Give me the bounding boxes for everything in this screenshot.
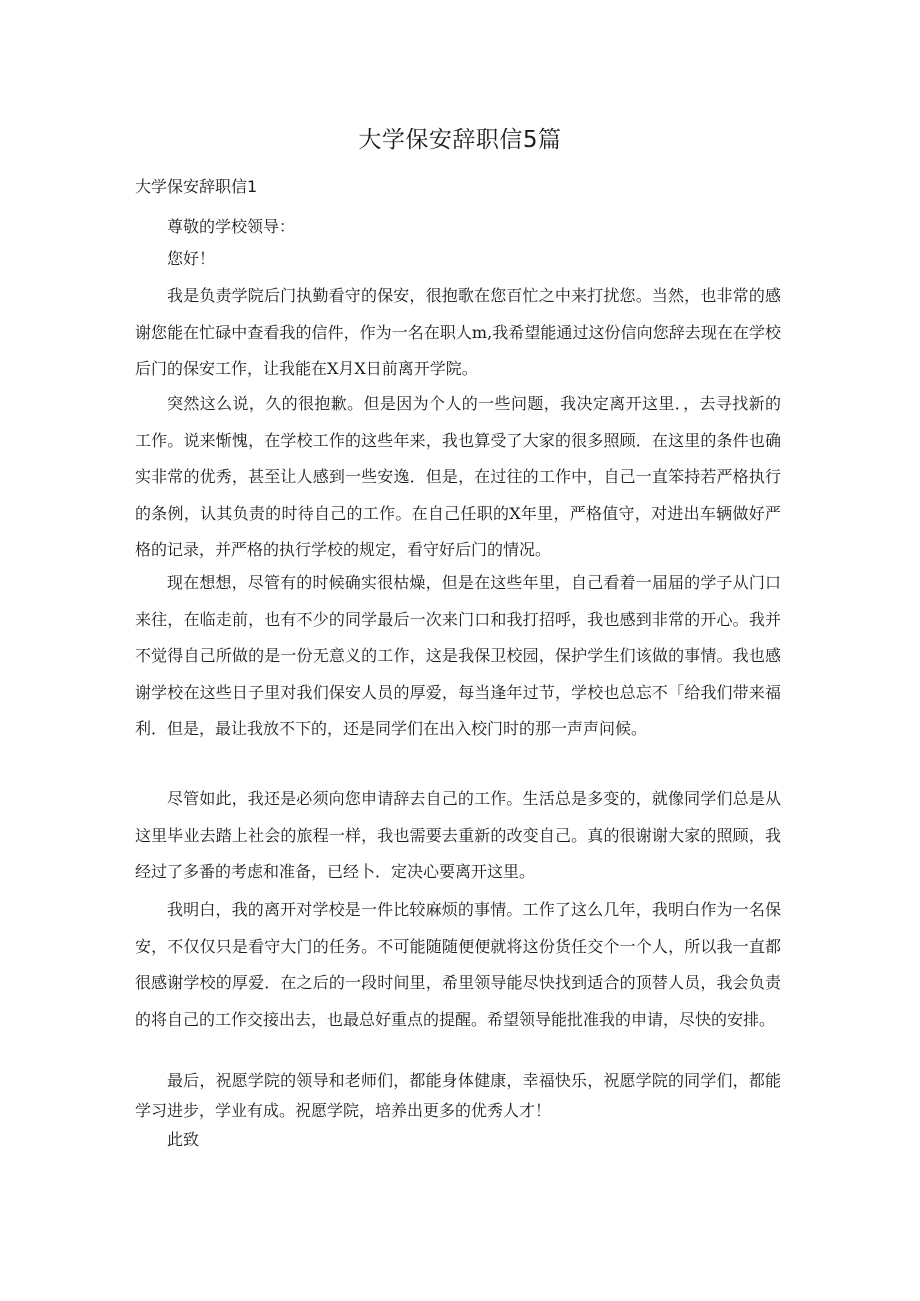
paragraph-5: 我明白，我的离开对学校是一件比较麻烦的事情。工作了这么几年，我明白作为一名保安，不仅仅只是看守大门的任务。不可能随随便便就将这份货任交个一个人，所以我一直都很感谢学校的厚爱．在之后的一段时间里，希里领导能尽快找到适合的顶替人员，我会负责的将自己的工作交接出去，也最总好重点的提醒。希望领导能批准我的申请，尽快的安排。 xyxy=(135,900,781,1029)
paragraph-3: 现在想想，尽管有的时候确实很枯燥，但是在这些年里，自己看着一届届的学子从门口来往，在临走前，也有不少的同学最后一次来门口和我打招呼，我也感到非常的开心。我并不觉得自己所做的是一份无意义的工作，这是我保卫校园，保护学生们该做的事情。我也感谢学校在这些日子里对我们保安人员的厚爱，每当逢年过节，学校也总忘不「给我们带来福利．但是，最让我放不下的，还是同学们在出入校门时的那一声声问候。 xyxy=(135,573,781,738)
paragraph-1: 我是负责学院后门执勤看守的保安，很抱歌在您百忙之中来打扰您。当然，也非常的感谢您能在忙碌中查看我的信件，作为一名在职人m,我希望能通过这份信向您辞去现在在学校后门的保安工作，让我能在X月X日前离开学院。 xyxy=(135,286,781,378)
paragraph-4: 尽管如此，我还是必须向您申请辞去自己的工作。生活总是多变的，就像同学们总是从这里毕业去踏上社会的旅程一样，我也需要去重新的改变自己。真的很谢谢大家的照顾，我经过了多番的考虑和准备，已经卜．定决心要离开这里。 xyxy=(135,789,781,881)
paragraph-2: 突然这么说，久的很抱歉。但是因为个人的一些问题，我决定离开这里．，去寻找新的工作。说来惭愧，在学校工作的这些年来，我也算受了大家的很多照顾．在这里的条件也确实非常的优秀，甚至让人感到一些安逸．但是，在过往的工作中，自己一直笨持若严格执行的条例，认其负责的时待自己的工作。在自己任职的X年里，严格值守，对进出车辆做好严格的记录，并严格的执行学校的规定，看守好后门的情况。 xyxy=(135,394,781,559)
closing: 此致 xyxy=(167,1130,200,1149)
letter-subtitle: 大学保安辞职信1 xyxy=(135,177,258,196)
greeting: 您好！ xyxy=(167,249,216,268)
document-title: 大学保安辞职信5篇 xyxy=(358,127,562,153)
salutation: 尊敬的学校领导： xyxy=(167,217,296,236)
paragraph-6: 最后，祝愿学院的领导和老师们，都能身体健康，幸福快乐，祝愿学院的同学们，都能学习进步，学业有成。祝愿学院，培养出更多的优秀人才！ xyxy=(135,1071,781,1120)
